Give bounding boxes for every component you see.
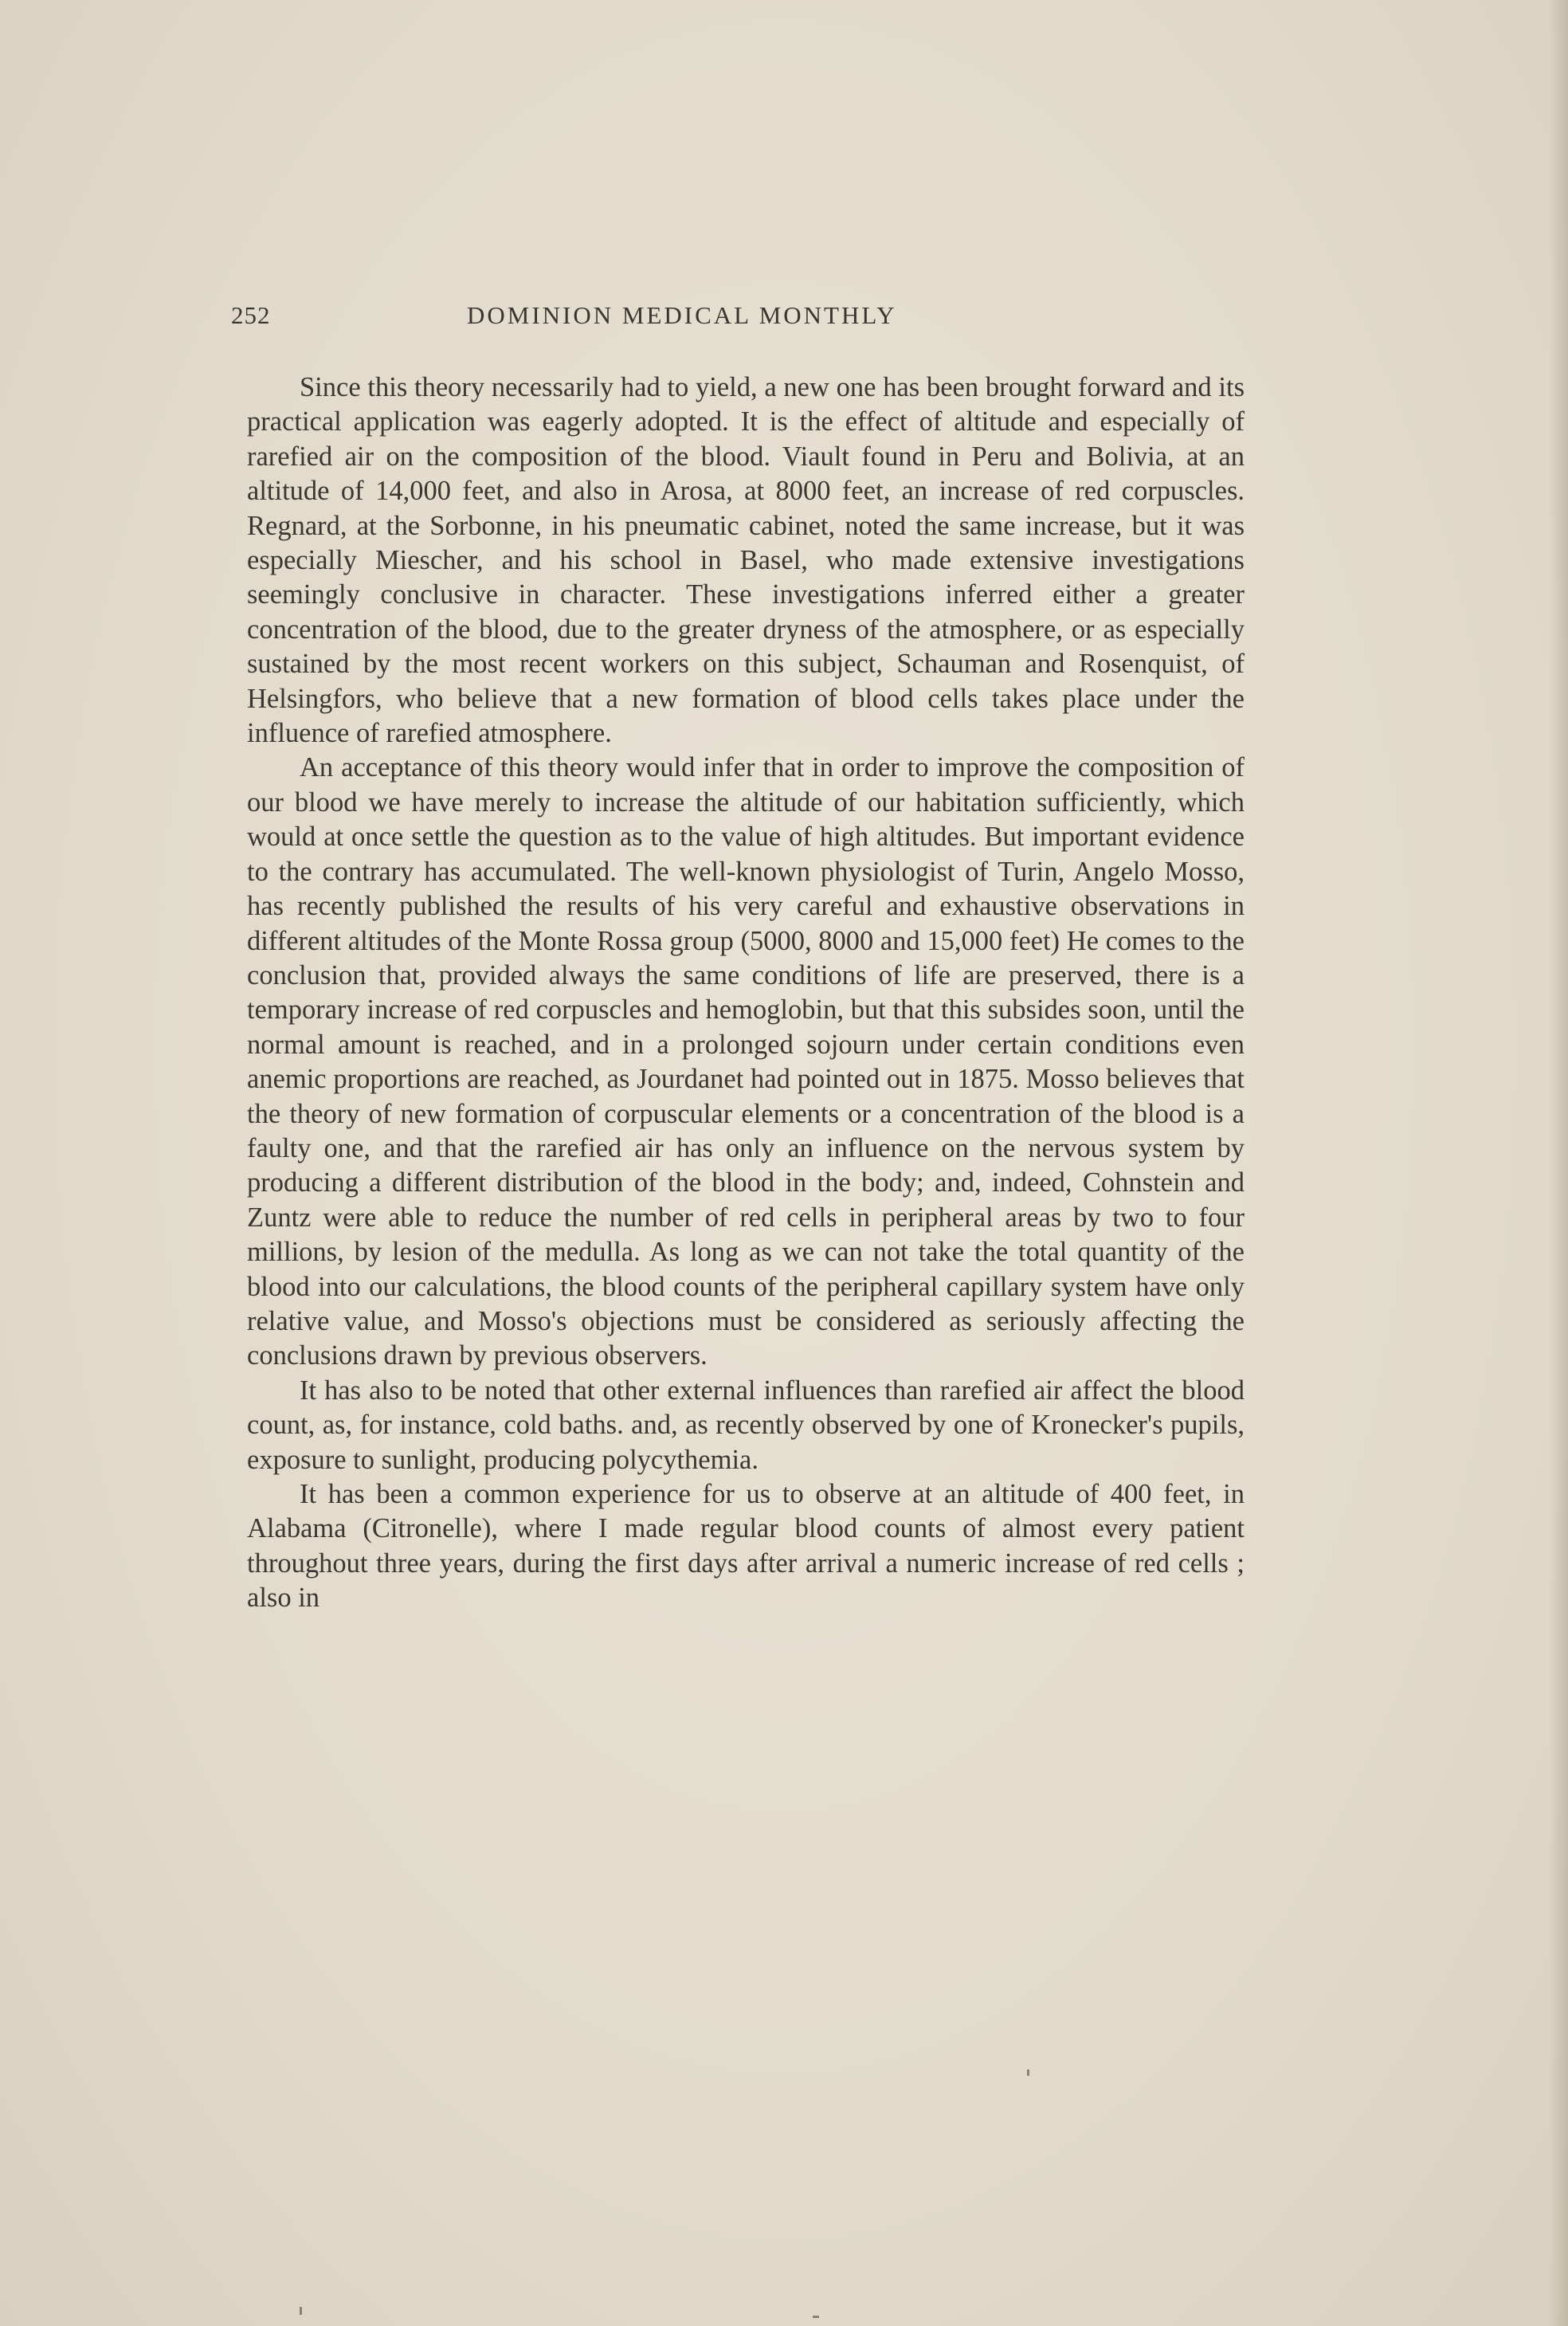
page-header <box>231 301 1028 341</box>
print-speck <box>300 2307 302 2315</box>
running-title: DOMINION MEDICAL MONTHLY <box>467 301 897 329</box>
article-body <box>247 371 1245 1616</box>
print-speck <box>1027 2069 1029 2076</box>
paragraph-external-influences: It has also to be noted that other external influences than rarefied air affect the blood count, as, for instance, cold baths. and, as recently observed by one of Kronecker's pupils, exposure to sunlight, producing polycythemia. <box>247 1375 1245 1475</box>
page-number: 252 <box>231 301 271 329</box>
paragraph-alabama-observations: It has been a common experience for us to observe at an altitude of 400 feet, in Alabama (Citronelle), where I made regular blood counts of almost every patient throughout three years, during the first days after arrival a numeric increase of red cells ; also in <box>247 1479 1245 1614</box>
paragraph-altitude-theory: Since this theory necessarily had to yield, a new one has been brought forward and its practical application was eagerly adopted. It is the effect of altitude and especially of rarefied air on the composition of the blood. Viault found in Peru and Bolivia, at an altitude of 14,000 feet, and also in Arosa, at 8000 feet, an increase of red corpuscles. Regnard, at the Sorbonne, in his pneumatic cabinet, noted the same increase, but it was especially Miescher, and his school in Basel, who made extensive investigations seemingly conclusive in character. These investigations inferred either a greater concentration of the blood, due to the greater dryness of the atmosphere, or as especially sustained by the most recent workers on this subject, Schauman and Rosenquist, of Helsingfors, who believe that a new formation of blood cells takes place under the influence of rarefied atmosphere. <box>247 372 1245 749</box>
paragraph-mosso-evidence: An acceptance of this theory would infer that in order to improve the composition of our blood we have merely to increase the altitude of our habitation sufficiently, which would at once settle the question as to the value of high altitudes. But important evidence to the contrary has accumulated. The well-known physiologist of Turin, Angelo Mosso, has recently published the results of his very careful and exhaustive observations in different altitudes of the Monte Rossa group (5000, 8000 and 15,000 feet) He comes to the conclusion that, provided always the same conditions of life are preserved, there is a temporary increase of red corpuscles and hemoglobin, but that this subsides soon, until the normal amount is reached, and in a prolonged sojourn under certain conditions even anemic proportions are reached, as Jourdanet had pointed out in 1875. Mosso believes that the theory of new formation of corpuscular elements or a concentration of the blood is a faulty one, and that the rarefied air has only an influence on the nervous system by producing a different distribution of the blood in the body; and, indeed, Cohnstein and Zuntz were able to reduce the number of red cells in peripheral areas by two to four millions, by lesion of the medulla. As long as we can not take the total quantity of the blood into our calculations, the blood counts of the peripheral capillary system have only relative value, and Mosso's objections must be considered as seriously affecting the conclusions drawn by previous observers. <box>247 752 1245 1371</box>
page-edge-shadow <box>1549 0 1568 2326</box>
print-speck <box>813 2316 819 2318</box>
